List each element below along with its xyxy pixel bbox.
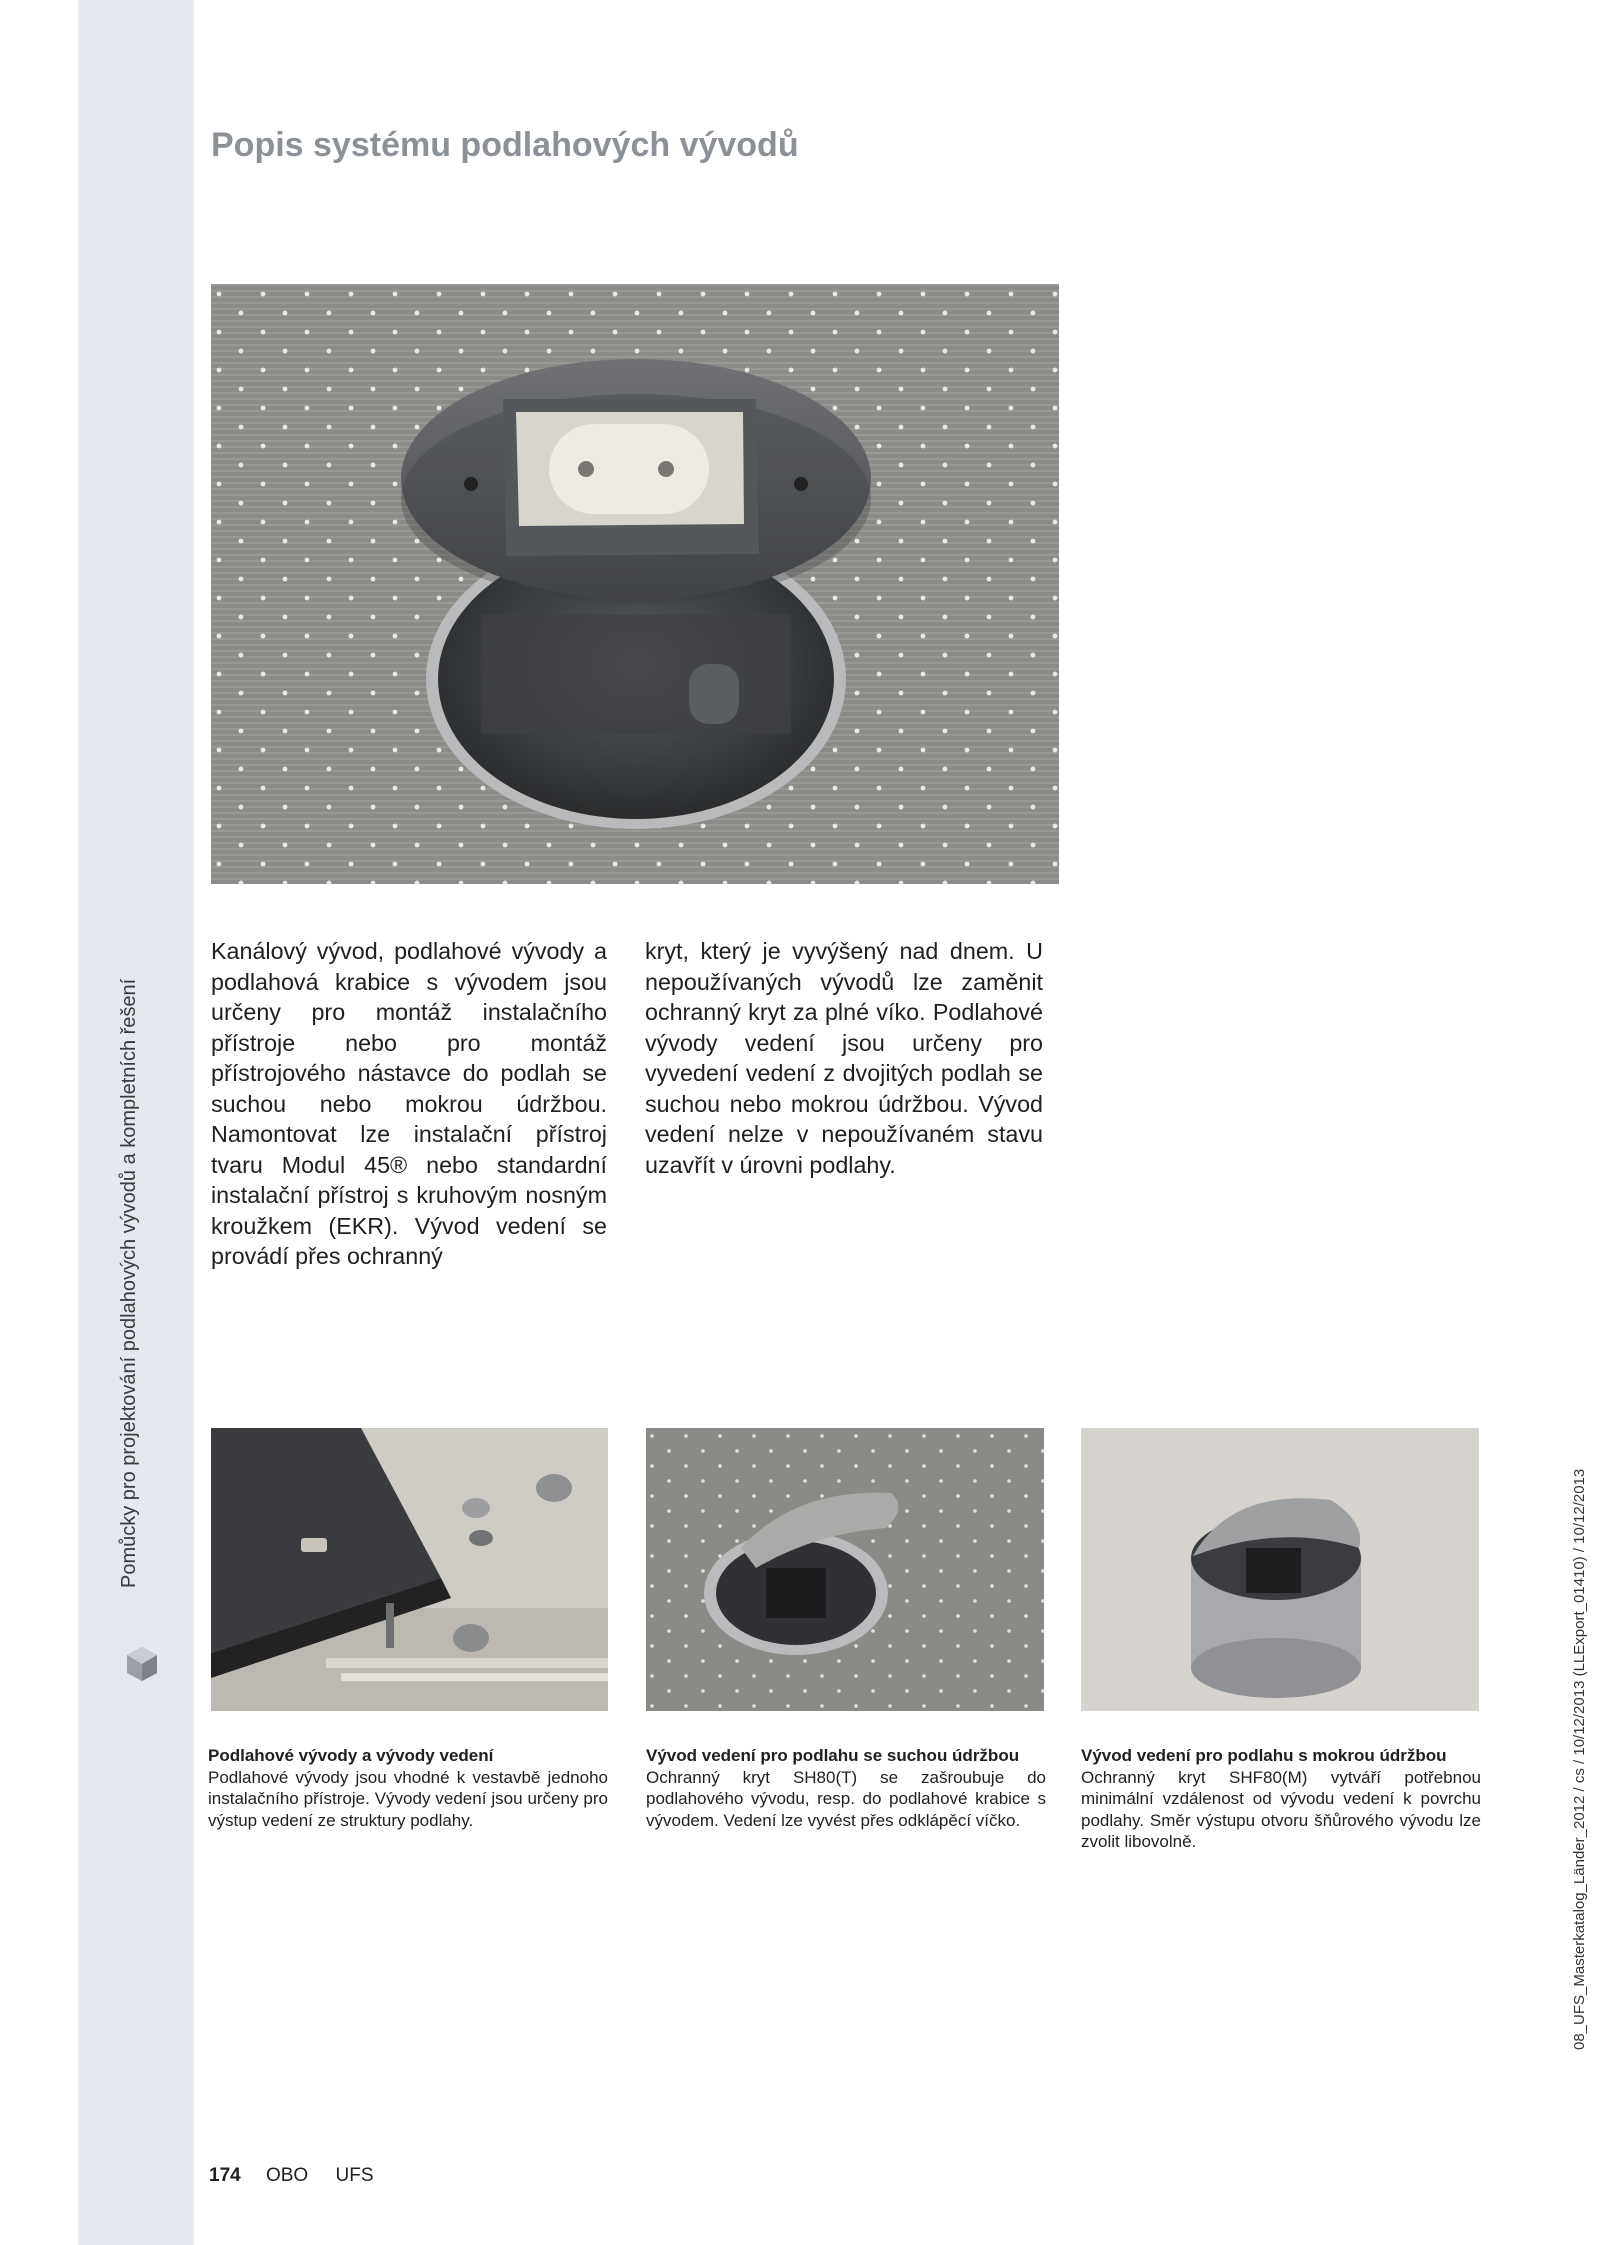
body-text-column-1: Kanálový vývod, podlahové vývody a podlahová krabice s vývodem jsou určeny pro montáž instalačního přístroje nebo pro montáž přístrojového nástavce do podlah se suchou nebo mokrou údržbou. Namontovat lze instalační přístroj tvaru Modul 45® nebo standardní instalační přístroj s kruhovým nosným kroužkem (EKR). Vývod vedení se provádí přes ochranný xyxy=(211,938,607,1269)
caption-wet-floor-outlet xyxy=(1081,1745,1481,1853)
footer-section: UFS xyxy=(335,2165,374,2186)
caption-text: Podlahové vývody jsou vhodné k vestavbě jednoho instalačního přístroje. Vývody vedení jsou určeny pro výstup vedení ze struktury podlahy. xyxy=(208,1767,608,1830)
side-section-label: Pomůcky pro projektování podlahových vývodů a kompletních řešení xyxy=(118,978,140,1588)
photo-floor-outlets xyxy=(211,1428,608,1711)
footer-brand: OBO xyxy=(265,2165,309,2186)
photo-wet-floor-outlet xyxy=(1081,1428,1479,1711)
photo-dry-floor-outlet xyxy=(646,1428,1044,1711)
hexagon-icon xyxy=(126,1646,158,1682)
caption-heading: Podlahové vývody a vývody vedení xyxy=(208,1746,494,1765)
caption-dry-floor-outlet xyxy=(646,1745,1046,1831)
page-footer xyxy=(209,2165,374,2187)
page-title: Popis systému podlahových vývodů xyxy=(211,126,799,164)
print-job-note: 08_UFS_Masterkatalog_Länder_2012 / cs / 10/12/2013 (LLExport_01410) / 10/12/2013 xyxy=(1571,1468,1588,2050)
caption-floor-outlets xyxy=(208,1745,608,1831)
caption-text: Ochranný kryt SH80(T) se zašroubuje do podlahového vývodu, resp. do podlahové krabice s vývodem. Vedení lze vyvést přes odklápěcí víčko. xyxy=(646,1767,1046,1830)
main-product-photo xyxy=(211,284,1059,884)
page-number: 174 xyxy=(209,2165,241,2186)
body-text-column-2: kryt, který je vyvýšený nad dnem. U nepoužívaných vývodů lze zaměnit ochranný kryt za plné víko. Podlahové vývody vedení jsou určeny pro vyvedení vedení z dvojitých podlah se suchou nebo mokrou údržbou. Vývod vedení nelze v nepoužívaném stavu uzavřít v úrovni podlahy. xyxy=(645,938,1043,1178)
caption-heading: Vývod vedení pro podlahu s mokrou údržbou xyxy=(1081,1746,1447,1765)
caption-heading: Vývod vedení pro podlahu se suchou údržbou xyxy=(646,1746,1020,1765)
caption-text: Ochranný kryt SHF80(M) vytváří potřebnou minimální vzdálenost od vývodu vedení k povrchu podlahy. Směr výstupu otvoru šňůrového vývodu lze zvolit libovolně. xyxy=(1081,1767,1481,1851)
